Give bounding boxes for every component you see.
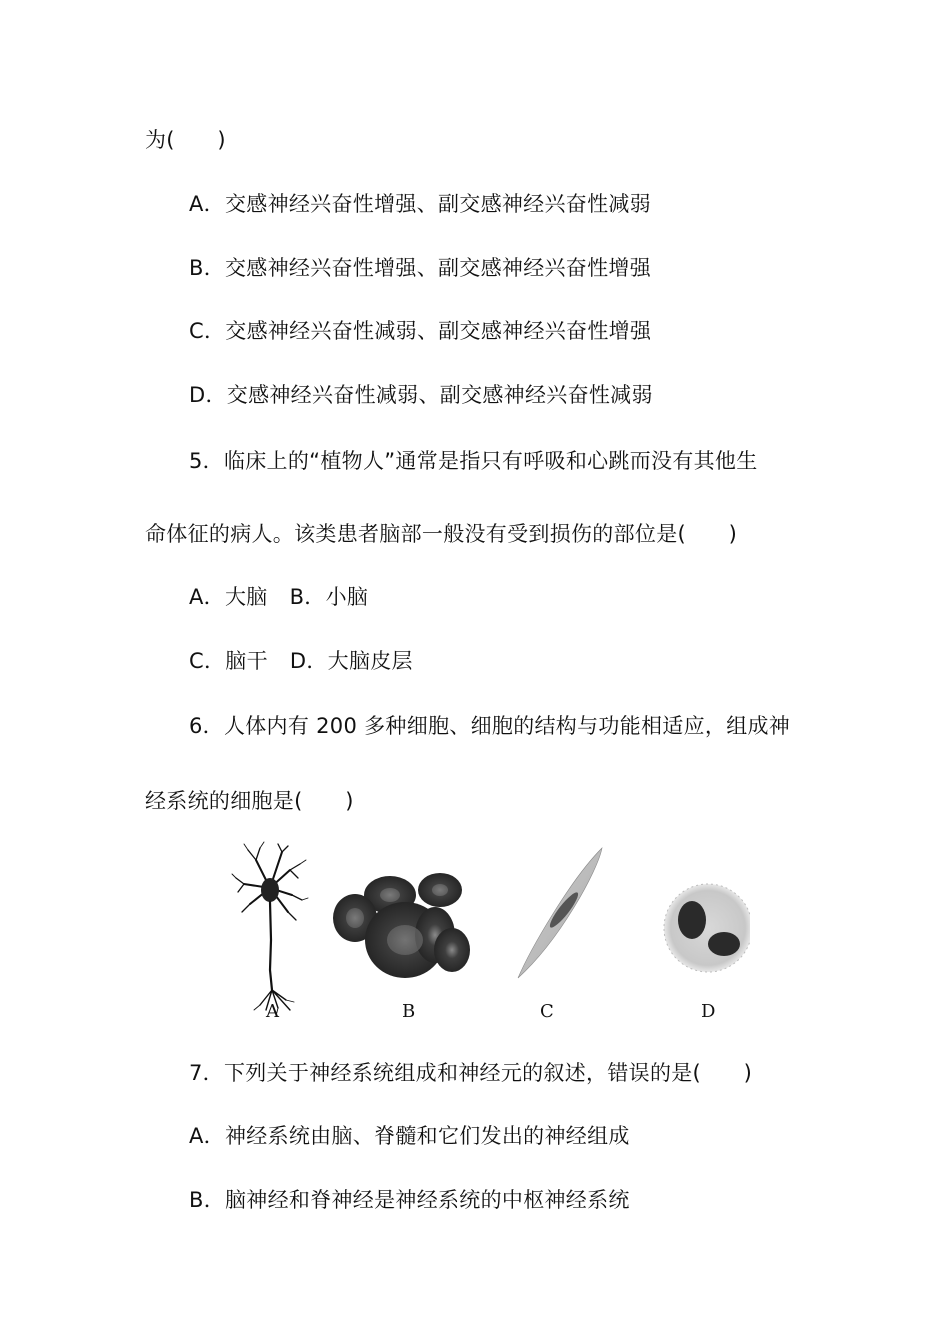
white-blood-cell-image — [664, 884, 750, 972]
q4-option-a: A．交感神经兴奋性增强、副交感神经兴奋性减弱 — [189, 192, 651, 216]
cell-figure — [230, 840, 750, 1030]
q4-option-d: D．交感神经兴奋性减弱、副交感神经兴奋性减弱 — [189, 383, 653, 407]
q5-options-row2 — [189, 647, 413, 675]
q7-option-b: B．脑神经和脊神经是神经系统的中枢神经系统 — [189, 1188, 630, 1212]
q5-stem-line1: 5．临床上的“植物人”通常是指只有呼吸和心跳而没有其他生 — [189, 449, 758, 473]
q4-option-b: B．交感神经兴奋性增强、副交感神经兴奋性增强 — [189, 256, 652, 280]
figure-label-d: D — [701, 1001, 716, 1022]
q6-stem-line2: 经系统的细胞是( ) — [145, 789, 354, 813]
q4-option-c: C．交感神经兴奋性减弱、副交感神经兴奋性增强 — [189, 319, 652, 343]
q7-option-a: A．神经系统由脑、脊髓和它们发出的神经组成 — [189, 1124, 630, 1148]
red-blood-cells-image — [333, 873, 470, 978]
q5-stem-line2: 命体征的病人。该类患者脑部一般没有受到损伤的部位是( ) — [145, 522, 738, 546]
q5-option-a: A．大脑 — [189, 585, 268, 609]
q5-option-c: C．脑干 — [189, 649, 268, 673]
q7-stem: 7．下列关于神经系统组成和神经元的叙述，错误的是( ) — [189, 1061, 753, 1085]
figure-label-a: A — [266, 1001, 279, 1022]
neuron-image — [232, 842, 308, 1016]
q5-options-row1 — [189, 583, 368, 611]
smooth-muscle-cell-image — [518, 848, 602, 978]
figure-label-b: B — [402, 1001, 416, 1022]
q4-stem-tail: 为( ) — [145, 128, 226, 152]
figure-label-c: C — [540, 1001, 554, 1022]
q5-option-b: B．小脑 — [289, 585, 369, 609]
q6-stem-line1: 6．人体内有 200 多种细胞、细胞的结构与功能相适应，组成神 — [189, 714, 791, 738]
q5-option-d: D．大脑皮层 — [289, 649, 413, 673]
